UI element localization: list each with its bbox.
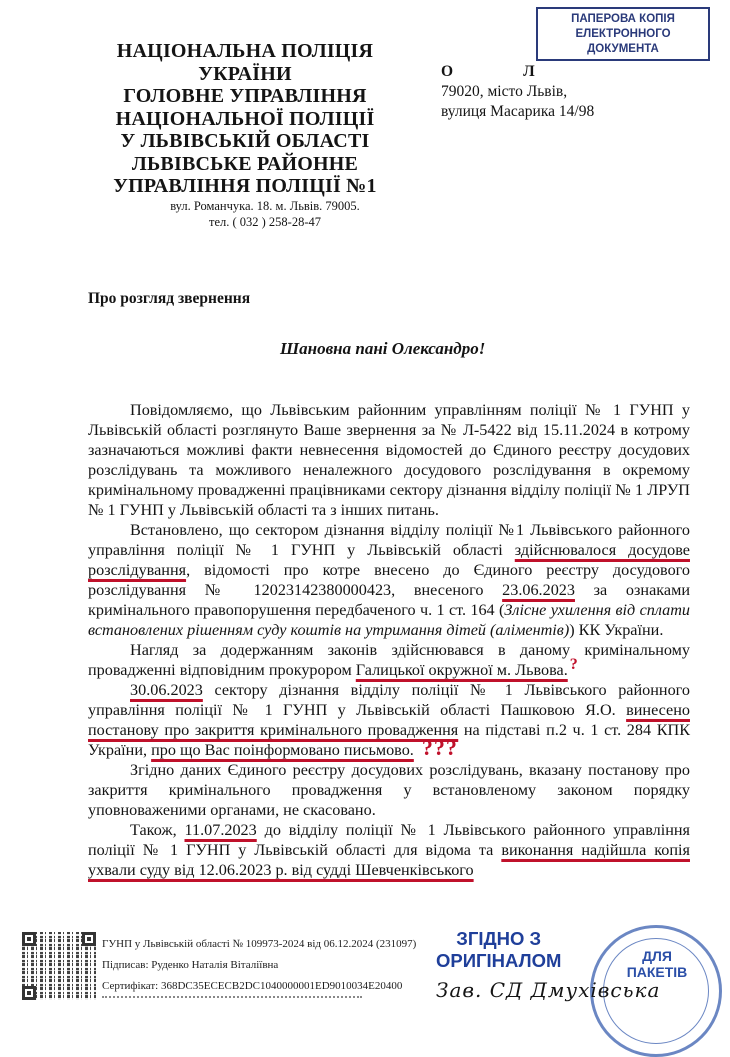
highlighted-date: 30.06.2023 xyxy=(130,681,203,699)
highlighted-date: 11.07.2023 xyxy=(184,821,257,839)
highlighted-text: здійснювалося досудове розслідування xyxy=(88,541,690,579)
paper-copy-stamp-line: ДОКУМЕНТА xyxy=(587,43,659,55)
org-line: НАЦІОНАЛЬНОЇ ПОЛІЦІЇ xyxy=(115,107,375,130)
paper-copy-stamp-line: ПАПЕРОВА КОПІЯ xyxy=(571,13,675,25)
paragraph-2 xyxy=(88,520,690,640)
conformity-stamp xyxy=(436,928,561,972)
organization-header xyxy=(100,40,390,230)
conformity-stamp-line: ОРИГІНАЛОМ xyxy=(436,950,562,971)
org-line: НАЦІОНАЛЬНА ПОЛІЦІЯ xyxy=(116,40,374,62)
highlighted-date: 23.06.2023 xyxy=(502,581,575,599)
highlighted-text: винесено постанову про закриття кримінального провадження xyxy=(88,701,690,739)
recipient-initial: Л xyxy=(523,63,535,80)
paragraph-3 xyxy=(88,640,690,680)
org-line: УПРАВЛІННЯ ПОЛІЦІЇ №1 xyxy=(113,175,377,197)
recipient-address-line: 79020, місто Львів, xyxy=(441,83,568,100)
highlighted-text: виконання надійшла копія ухвали суду від 12.06.2023 р. від судді Шевченківського xyxy=(88,841,690,879)
text-segment: ) КК України. xyxy=(569,621,664,639)
handwritten-signature: Зав. СД Дмухівська xyxy=(436,978,661,1002)
paper-copy-stamp-line: ЕЛЕКТРОННОГО xyxy=(575,28,671,40)
paragraph-4 xyxy=(88,680,690,760)
org-line: У ЛЬВІВСЬКІЙ ОБЛАСТІ xyxy=(120,130,370,152)
org-line: ГОЛОВНЕ УПРАВЛІННЯ xyxy=(123,85,367,107)
letter-body xyxy=(88,400,690,880)
text-segment: сектору дізнання відділу поліції № 1 Львівського районного управління поліції № 1 ГУНП у Львівській області Пашковою Я.О. xyxy=(88,681,690,719)
highlighted-text: про що Вас поінформовано письмово. xyxy=(151,741,414,759)
paragraph-5: Згідно даних Єдиного реєстру досудових розслідувань, вказану постанову про закриття кримінального провадження у встановленому законом порядку уповноваженими органами, не скасовано. xyxy=(88,761,690,819)
registration-line: ГУНП у Львівській області № 109973-2024 від 06.12.2024 (231097) xyxy=(102,938,417,950)
qr-finder-icon xyxy=(82,932,96,946)
recipient-initials xyxy=(441,62,594,82)
text-segment: Нагляд за додержанням законів здійснювався в даному кримінальному провадженні відповідним прокурором xyxy=(88,641,690,679)
highlighted-text: Галицької окружної м. Львова. xyxy=(355,661,568,679)
conformity-stamp-line: ЗГІДНО З xyxy=(456,928,542,949)
dotted-line xyxy=(102,996,362,998)
e-signature-footer xyxy=(22,932,422,1012)
org-phone: тел. ( 032 ) 258-28-47 xyxy=(208,214,322,229)
signed-by-line: Підписав: Руденко Наталія Віталіївна xyxy=(102,959,279,971)
certificate-line: Сертифікат: 368DC35ECECB2DC1040000001ED9010034E20400 xyxy=(102,980,403,992)
letter-subject: Про розгляд звернення xyxy=(88,290,251,307)
seal-text: ДЛЯ ПАКЕТІВ xyxy=(626,948,688,980)
org-line: УКРАЇНИ xyxy=(198,62,292,85)
question-mark-annotation: ? xyxy=(569,655,578,673)
paper-copy-stamp xyxy=(536,7,710,61)
letter-greeting: Шановна пані Олександро! xyxy=(280,339,486,358)
recipient-address-line: вулиця Масарика 14/98 xyxy=(441,103,595,120)
question-marks-annotation: ??? xyxy=(421,735,458,760)
text-segment: на підставі п.2 ч. 1 ст. 284 КПК України, xyxy=(88,721,691,759)
text-segment: , відомості про котре внесено до Єдиного реєстру досудового розслідування № 12023142380000423, внесеного xyxy=(88,561,690,599)
recipient-initial: О xyxy=(441,63,454,80)
italic-text: Злісне ухилення від сплати встановлених рішенням суду коштів на утримання дітей (аліментів) xyxy=(88,601,690,639)
paragraph-6 xyxy=(88,820,690,880)
text-segment: за ознаками кримінального правопорушення передбаченого ч. 1 ст. 164 ( xyxy=(88,581,690,619)
text-segment: Встановлено, що сектором дізнання відділу поліції №1 Львівського районного управління поліції № 1 ГУНП у Львівській області xyxy=(88,521,690,559)
qr-finder-icon xyxy=(22,932,36,946)
signature-details xyxy=(102,934,416,997)
qr-finder-icon xyxy=(22,986,36,1000)
org-address: вул. Романчука. 18. м. Львів. 79005. xyxy=(170,198,360,213)
qr-code-icon xyxy=(22,932,96,1000)
org-line: ЛЬВІВСЬКЕ РАЙОННЕ xyxy=(131,152,359,175)
paragraph-1: Повідомляємо, що Львівським районним управлінням поліції № 1 ГУНП у Львівській області розглянуто Ваше звернення за № Л-5422 від 15.11.2024 в котрому зазначаються можливі факти невнесення відомостей до Єдиного реєстру досудових розслідувань та можливого неналежного досудового розслідування в окремому кримінальному провадженні працівниками сектору дізнання відділу поліції № 1 ЛРУП № 1 ГУНП у Львівській області та з інших питань. xyxy=(88,401,690,519)
text-segment: до відділу поліції № 1 Львівського районного управління поліції № 1 ГУНП у Львівській області для відома та xyxy=(88,821,690,859)
text-segment: Також, xyxy=(130,821,185,839)
recipient-block xyxy=(441,62,594,122)
